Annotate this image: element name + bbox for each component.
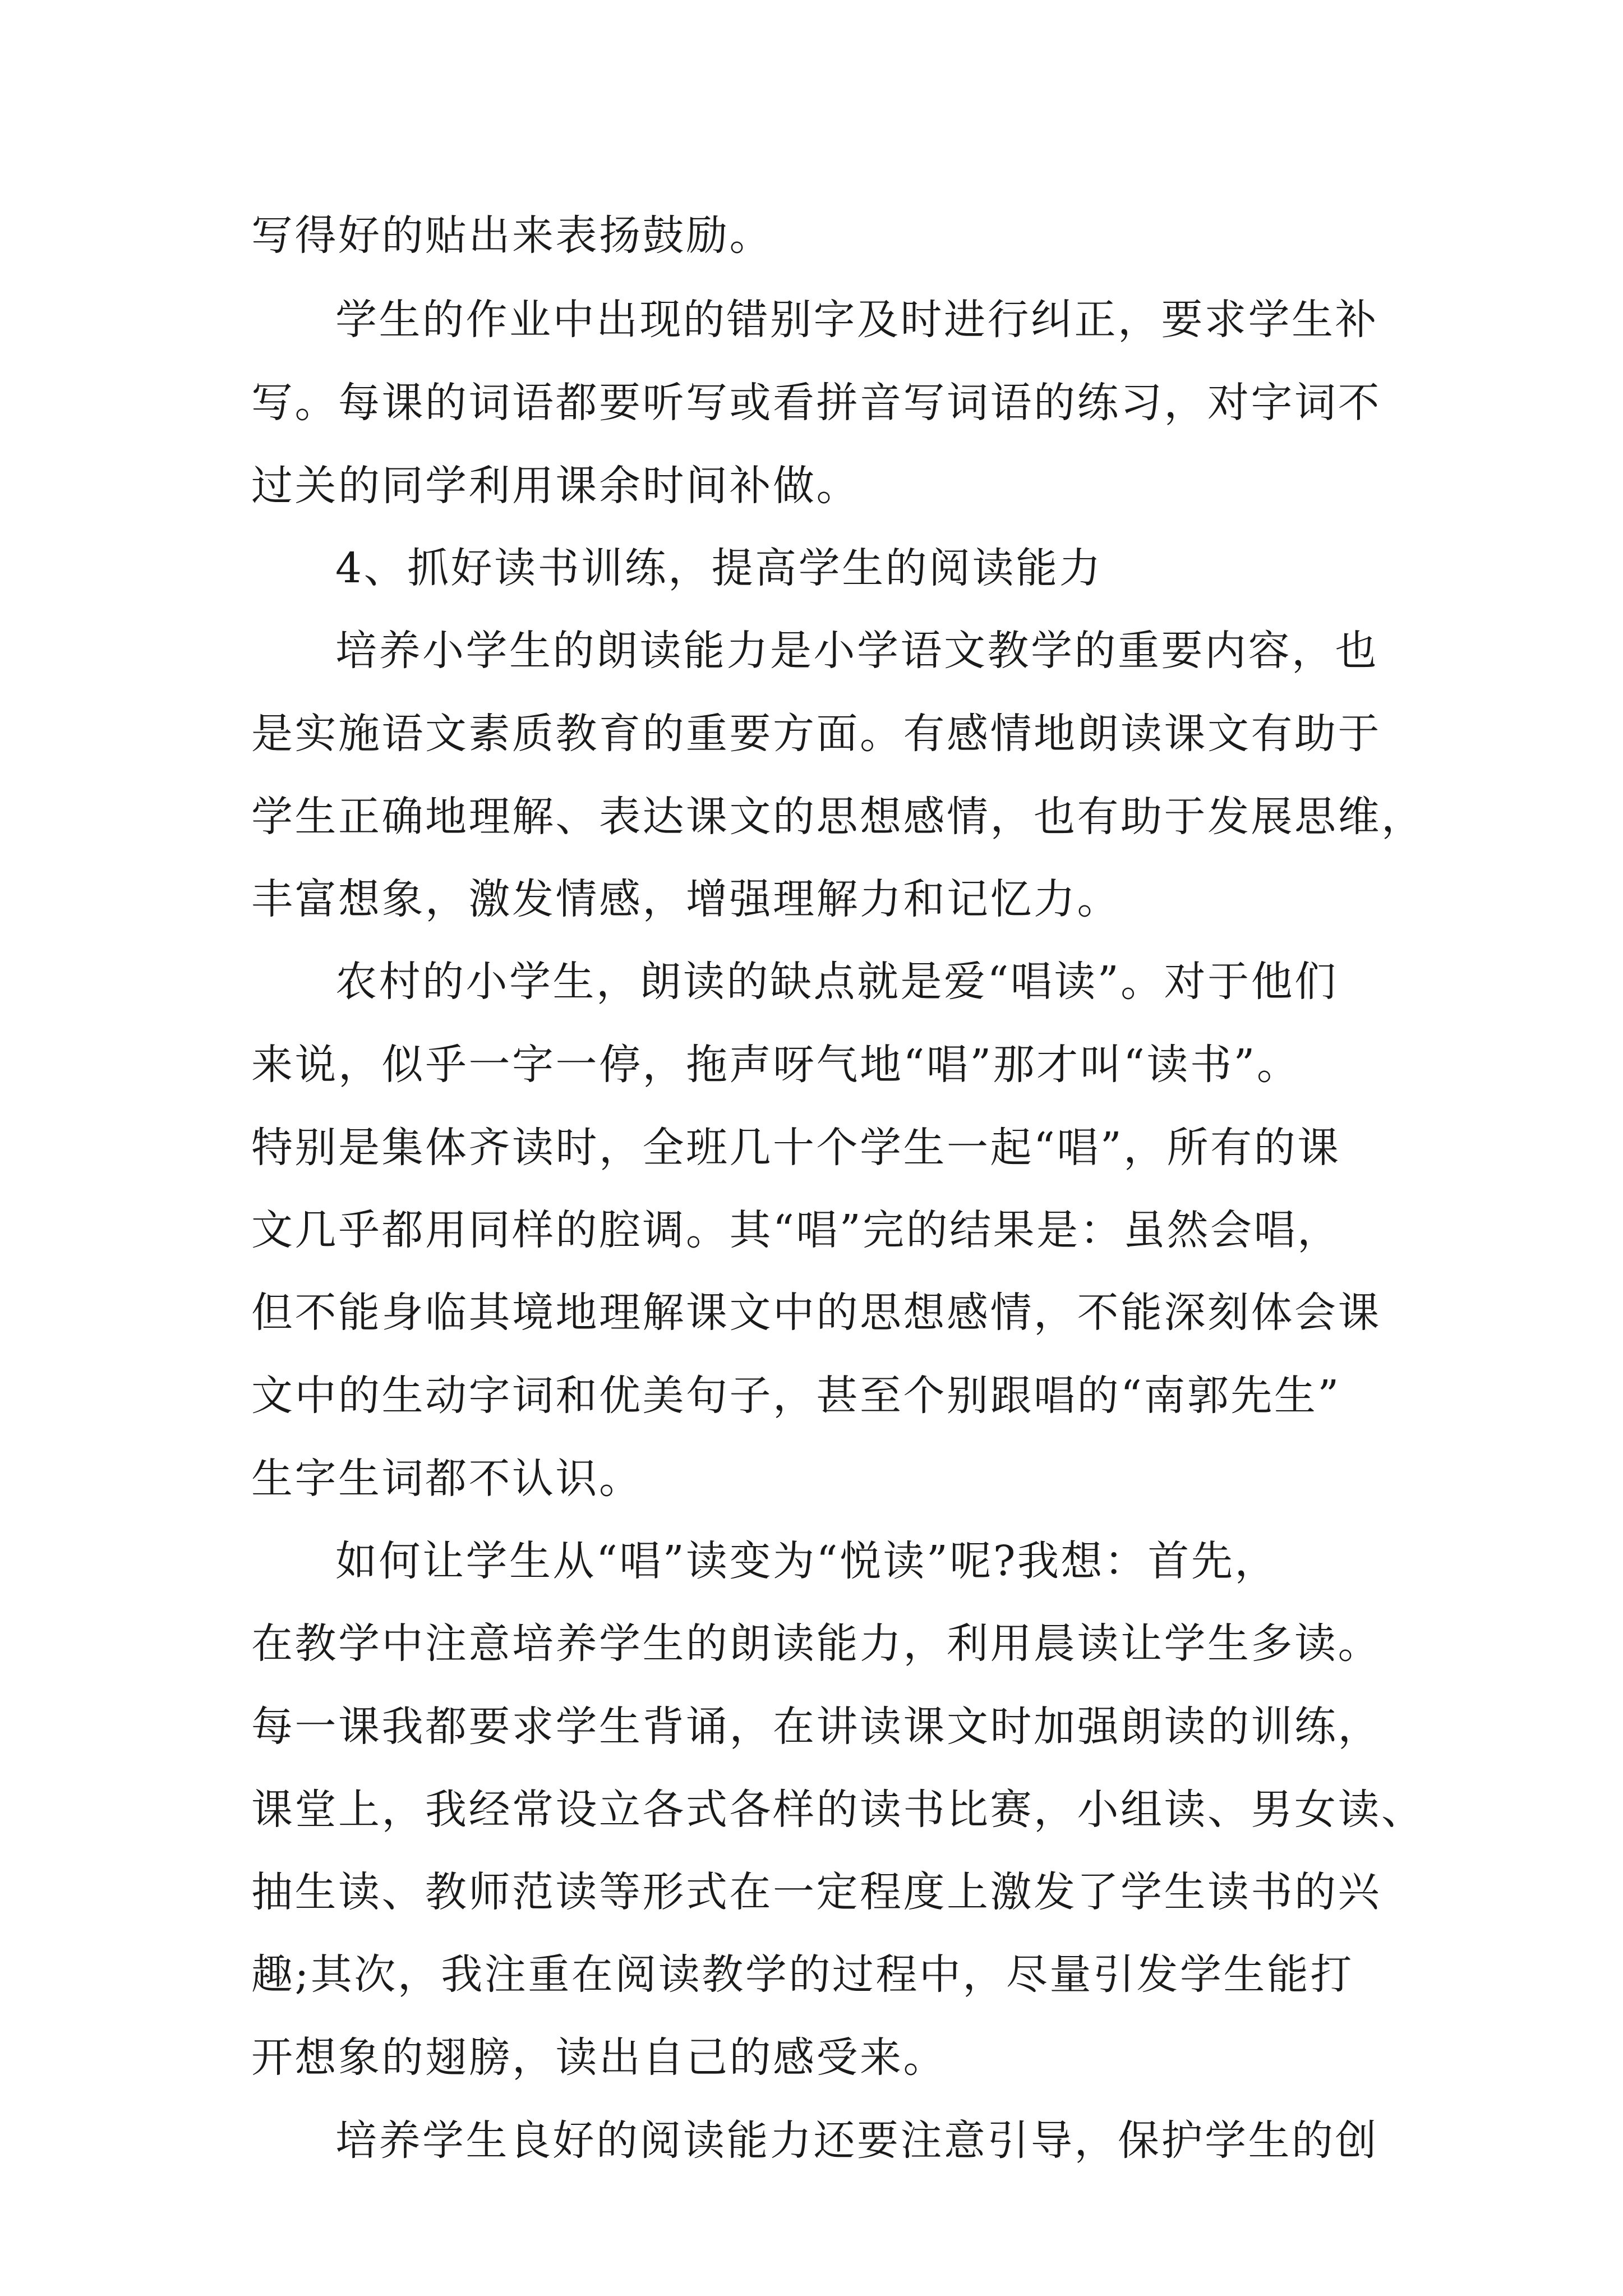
text-line: 是实施语文素质教育的重要方面。有感情地朗读课文有助于 <box>251 710 1381 758</box>
text-line: 写。每课的词语都要听写或看拼音写词语的练习，对字词不 <box>251 379 1381 427</box>
text-line: 培养学生良好的阅读能力还要注意引导，保护学生的创 <box>335 2116 1378 2165</box>
section-heading: 4、抓好读书训练，提高学生的阅读能力 <box>335 544 1103 592</box>
text-line: 开想象的翅膀，读出自己的感受来。 <box>251 2033 947 2082</box>
text-line: 如何让学生从“唱”读变为“悦读”呢?我想：首先， <box>335 1537 1278 1585</box>
text-line: 写得好的贴出来表扬鼓励。 <box>251 211 773 260</box>
text-line: 抽生读、教师范读等形式在一定程度上激发了学生读书的兴 <box>251 1868 1381 1916</box>
text-line: 在教学中注意培养学生的朗读能力，利用晨读让学生多读。 <box>251 1619 1381 1668</box>
text-line: 每一课我都要求学生背诵，在讲读课文时加强朗读的训练， <box>251 1703 1381 1751</box>
text-line: 来说，似乎一字一停，拖声呀气地“唱”那才叫“读书”。 <box>251 1041 1301 1089</box>
text-line: 特别是集体齐读时，全班几十个学生一起“唱”，所有的课 <box>251 1124 1341 1172</box>
text-line: 但不能身临其境地理解课文中的思想感情，不能深刻体会课 <box>251 1289 1381 1337</box>
text-line: 文几乎都用同样的腔调。其“唱”完的结果是：虽然会唱， <box>251 1206 1341 1254</box>
text-line: 丰富想象，激发情感，增强理解力和记忆力。 <box>251 875 1121 923</box>
text-line: 学生的作业中出现的错别字及时进行纠正，要求学生补 <box>335 296 1378 344</box>
text-line: 培养小学生的朗读能力是小学语文教学的重要内容，也 <box>335 627 1378 675</box>
text-line: 课堂上，我经常设立各式各样的读书比赛，小组读、男女读、 <box>251 1786 1425 1834</box>
text-line: 生字生词都不认识。 <box>251 1455 643 1503</box>
text-line: 农村的小学生，朗读的缺点就是爱“唱读”。对于他们 <box>335 958 1338 1006</box>
text-line: 过关的同学利用课余时间补做。 <box>251 462 860 510</box>
text-line: 趣;其次，我注重在阅读教学的过程中，尽量引发学生能打 <box>251 1950 1354 1999</box>
text-line: 文中的生动字词和优美句子，甚至个别跟唱的“南郭先生” <box>251 1372 1341 1420</box>
text-line: 学生正确地理解、表达课文的思想感情，也有助于发展思维， <box>251 793 1425 841</box>
